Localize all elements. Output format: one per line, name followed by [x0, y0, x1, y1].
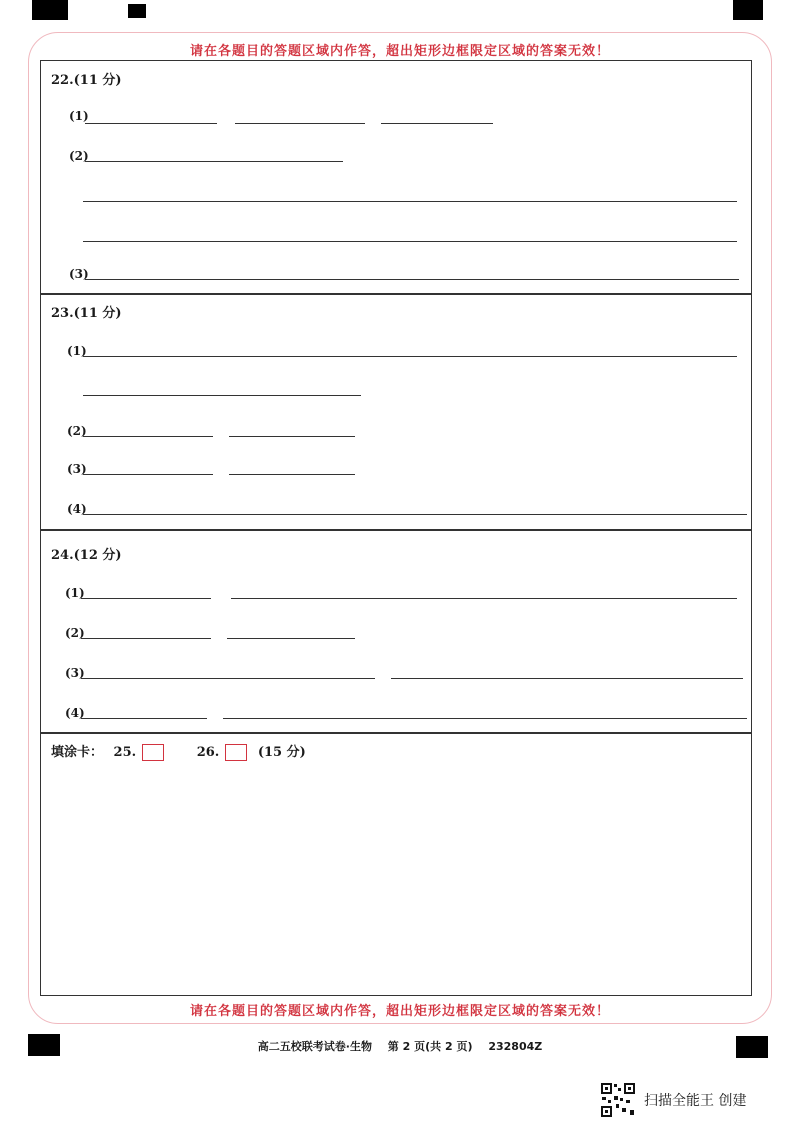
q22-part1-blank-b[interactable] — [235, 123, 365, 124]
q23-part1-blank[interactable] — [83, 356, 737, 357]
choice-row — [51, 741, 306, 761]
registration-mark — [733, 0, 763, 20]
footer-warning: 请在各题目的答题区域内作答，超出矩形边框限定区域的答案无效！ — [189, 1004, 610, 1019]
registration-mark — [128, 4, 146, 18]
question-23-title: 23.(11 分) — [51, 306, 122, 321]
q24-part2-blank-a[interactable] — [81, 638, 211, 639]
choice-item-25-label: 25. — [113, 745, 137, 760]
q24-part4-label: (4) — [65, 706, 85, 720]
question-24-title: 24.(12 分) — [51, 548, 122, 563]
exam-name: 高二五校联考试卷·生物 — [257, 1040, 372, 1053]
q24-part3-blank-b[interactable] — [391, 678, 743, 679]
q22-part2-label: (2) — [69, 149, 89, 163]
q23-part2-blank-a[interactable] — [83, 436, 213, 437]
q23-part4-label: (4) — [67, 502, 87, 516]
choice-26-checkbox[interactable] — [225, 744, 247, 761]
choice-prefix: 填涂卡： — [51, 745, 104, 760]
q23-part3-blank-a[interactable] — [83, 474, 213, 475]
q23-part1-label: (1) — [67, 344, 87, 358]
q22-part3-label: (3) — [69, 267, 89, 281]
choice-item-26-label: 26. — [196, 745, 220, 760]
q22-part1-blank-a[interactable] — [85, 123, 217, 124]
q22-part2-line-2[interactable] — [83, 201, 737, 202]
registration-mark — [32, 0, 68, 20]
q22-part1-label: (1) — [69, 109, 89, 123]
q24-part4-blank-b[interactable] — [223, 718, 747, 719]
q23-part4-blank[interactable] — [83, 514, 747, 515]
q22-part2-line-3[interactable] — [83, 241, 737, 242]
q24-part2-label: (2) — [65, 626, 85, 640]
question-24-box — [40, 529, 752, 734]
q23-part2-blank-b[interactable] — [229, 436, 355, 437]
q22-part1-blank-c[interactable] — [381, 123, 493, 124]
question-23-box — [40, 293, 752, 531]
q24-part1-label: (1) — [65, 586, 85, 600]
question-22-box — [40, 60, 752, 295]
q24-part2-blank-b[interactable] — [227, 638, 355, 639]
scanner-watermark-text: 扫描全能王 创建 — [644, 1093, 747, 1109]
qr-code-icon — [600, 1082, 636, 1118]
q24-part1-blank-b[interactable] — [231, 598, 737, 599]
header-warning: 请在各题目的答题区域内作答，超出矩形边框限定区域的答案无效！ — [189, 44, 610, 59]
q23-part1-line-2[interactable] — [83, 395, 361, 396]
page-footer — [0, 1038, 800, 1054]
q24-part3-label: (3) — [65, 666, 85, 680]
q22-part2-blank[interactable] — [85, 161, 343, 162]
q23-part3-label: (3) — [67, 462, 87, 476]
question-22-title: 22.(11 分) — [51, 73, 122, 88]
choice-score: (15 分) — [257, 745, 306, 760]
choice-question-box — [40, 732, 752, 996]
page-number: 第 2 页(共 2 页) — [387, 1040, 473, 1053]
q24-part4-blank-a[interactable] — [81, 718, 207, 719]
q23-part3-blank-b[interactable] — [229, 474, 355, 475]
scanner-watermark — [600, 1082, 746, 1118]
q24-part1-blank-a[interactable] — [81, 598, 211, 599]
q24-part3-blank-a[interactable] — [81, 678, 375, 679]
q23-part2-label: (2) — [67, 424, 87, 438]
exam-code: 232804Z — [488, 1040, 543, 1053]
q22-part3-blank[interactable] — [85, 279, 739, 280]
choice-25-checkbox[interactable] — [142, 744, 164, 761]
